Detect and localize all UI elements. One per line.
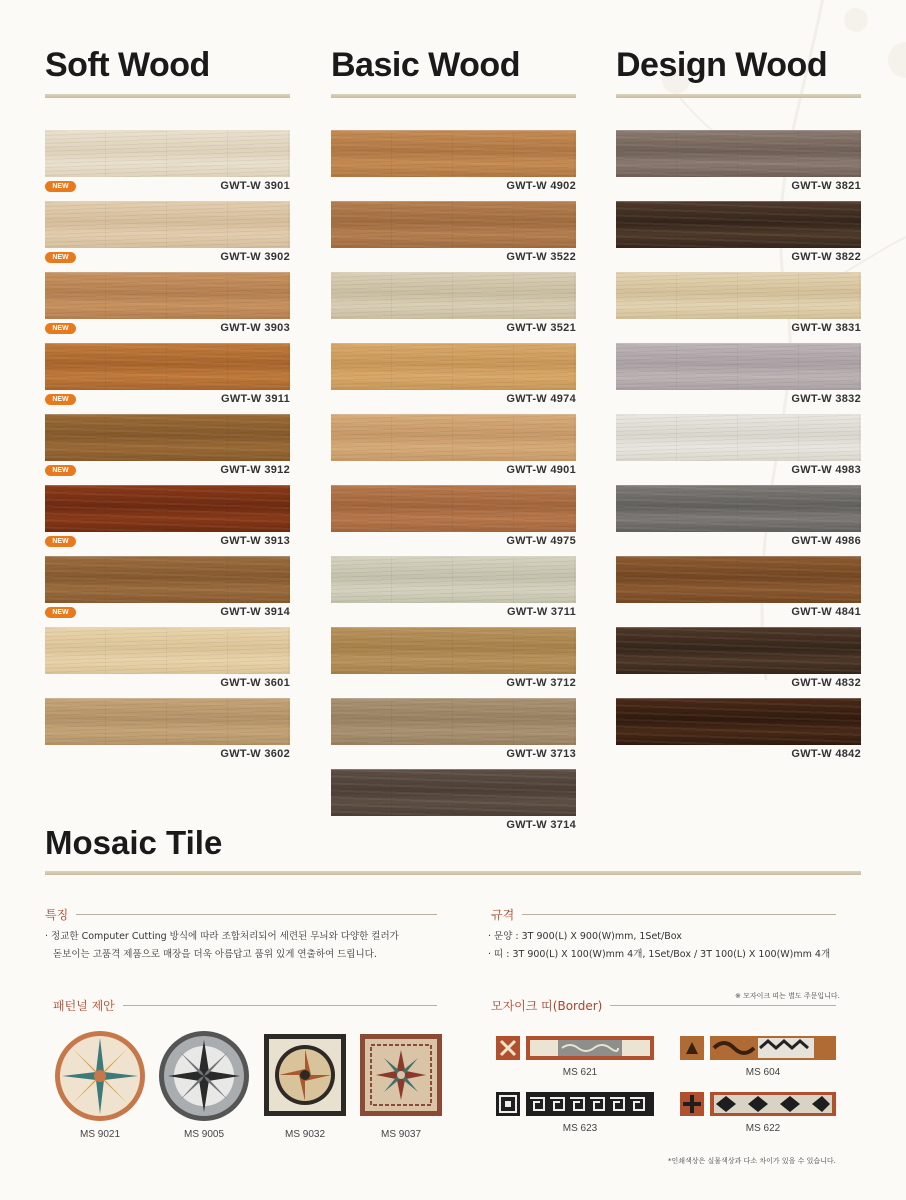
basic-wood-swatch bbox=[331, 769, 576, 816]
pattern-caption-4: MS 9037 bbox=[380, 1129, 422, 1140]
basic-wood-item bbox=[331, 414, 576, 485]
wood-grain-texture bbox=[45, 344, 290, 390]
soft-wood-code-label: GWT-W 3911 bbox=[220, 393, 290, 405]
soft-wood-swatch bbox=[45, 485, 290, 532]
wood-grain-texture bbox=[45, 557, 290, 603]
wood-grain-texture bbox=[616, 344, 861, 390]
soft-wood-item bbox=[45, 130, 290, 201]
design-wood-item bbox=[616, 343, 861, 414]
basic-wood-item bbox=[331, 130, 576, 201]
features-line-1: · 정교한 Computer Cutting 방식에 따라 조합처리되어 세련된 무늬와 다양한 컬러가 bbox=[45, 931, 399, 942]
design-wood-swatch bbox=[616, 343, 861, 390]
soft-wood-item bbox=[45, 556, 290, 627]
basic-wood-item bbox=[331, 698, 576, 769]
basic-wood-swatch bbox=[331, 201, 576, 248]
basic-wood-code-label: GWT-W 4901 bbox=[506, 464, 576, 476]
soft-wood-swatch bbox=[45, 272, 290, 319]
design-wood-item bbox=[616, 201, 861, 272]
ms604-border-image bbox=[680, 1036, 836, 1060]
border-heading-text: 모자이크 띠(Border) bbox=[491, 999, 603, 1013]
pattern-panel-heading-text: 패턴널 제안 bbox=[53, 999, 115, 1013]
design-wood-item bbox=[616, 130, 861, 201]
soft-wood-item bbox=[45, 485, 290, 556]
ms9021-medallion-image bbox=[54, 1030, 146, 1122]
soft-wood-swatch bbox=[45, 698, 290, 745]
basic-wood-swatch bbox=[331, 343, 576, 390]
basic-wood-code-label: GWT-W 4974 bbox=[506, 393, 576, 405]
wood-grain-texture bbox=[331, 699, 576, 745]
wood-grain-texture bbox=[331, 273, 576, 319]
basic-wood-code-label: GWT-W 3713 bbox=[506, 748, 576, 760]
basic-wood-code-label: GWT-W 4902 bbox=[506, 180, 576, 192]
ms622-border-image bbox=[680, 1092, 836, 1116]
basic-wood-item bbox=[331, 485, 576, 556]
wood-grain-texture bbox=[45, 131, 290, 177]
new-badge: NEW bbox=[45, 536, 76, 547]
design-wood-item bbox=[616, 556, 861, 627]
features-heading-text: 특징 bbox=[45, 908, 69, 922]
wood-grain-texture bbox=[45, 628, 290, 674]
basic-wood-swatch bbox=[331, 556, 576, 603]
border-caption-4: MS 622 bbox=[745, 1123, 781, 1134]
design-wood-swatch bbox=[616, 485, 861, 532]
basic-wood-swatch bbox=[331, 485, 576, 532]
pattern-caption-2: MS 9005 bbox=[183, 1129, 225, 1140]
specs-heading-text: 규격 bbox=[491, 908, 515, 922]
ms623-border-image bbox=[496, 1092, 654, 1116]
specs-line-1: · 문양 : 3T 900(L) X 900(W)mm, 1Set/Box bbox=[488, 931, 682, 942]
wood-grain-texture bbox=[616, 202, 861, 248]
new-badge: NEW bbox=[45, 181, 76, 192]
basic-wood-item bbox=[331, 343, 576, 414]
design-wood-swatch bbox=[616, 201, 861, 248]
design-wood-swatch bbox=[616, 698, 861, 745]
wood-grain-texture bbox=[331, 415, 576, 461]
features-line-2: 돋보이는 고품격 제품으로 매장을 더욱 아름답고 품위 있게 연출하여 드립니다. bbox=[53, 949, 377, 960]
soft-wood-item bbox=[45, 343, 290, 414]
border-caption-3: MS 623 bbox=[562, 1123, 598, 1134]
border-caption-2: MS 604 bbox=[745, 1067, 781, 1078]
pattern-panel-divider bbox=[123, 1005, 437, 1006]
design-wood-swatch bbox=[616, 414, 861, 461]
soft-wood-swatch bbox=[45, 343, 290, 390]
soft-wood-code-label: GWT-W 3903 bbox=[220, 322, 290, 334]
ms9037-medallion-image bbox=[360, 1034, 442, 1116]
wood-grain-texture bbox=[616, 273, 861, 319]
design-wood-swatch bbox=[616, 272, 861, 319]
soft-wood-code-label: GWT-W 3914 bbox=[220, 606, 290, 618]
soft-wood-code-label: GWT-W 3902 bbox=[220, 251, 290, 263]
wood-grain-texture bbox=[45, 202, 290, 248]
design-wood-swatch bbox=[616, 556, 861, 603]
basic-wood-code-label: GWT-W 3522 bbox=[506, 251, 576, 263]
design-wood-code-label: GWT-W 3822 bbox=[791, 251, 861, 263]
design-wood-title: Design Wood bbox=[616, 46, 828, 84]
pattern-panel-heading bbox=[53, 997, 437, 1014]
soft-wood-code-label: GWT-W 3901 bbox=[220, 180, 290, 192]
design-wood-code-label: GWT-W 3831 bbox=[791, 322, 861, 334]
design-wood-code-label: GWT-W 4832 bbox=[791, 677, 861, 689]
soft-wood-swatch bbox=[45, 414, 290, 461]
basic-wood-code-label: GWT-W 3521 bbox=[506, 322, 576, 334]
new-badge: NEW bbox=[45, 607, 76, 618]
wood-grain-texture bbox=[331, 628, 576, 674]
wood-grain-texture bbox=[616, 628, 861, 674]
soft-wood-swatch bbox=[45, 201, 290, 248]
basic-wood-item bbox=[331, 272, 576, 343]
footer-color-note: *인쇄색상은 실물색상과 다소 차이가 있을 수 있습니다. bbox=[668, 1157, 836, 1165]
wood-grain-texture bbox=[616, 415, 861, 461]
soft-wood-swatch bbox=[45, 130, 290, 177]
soft-wood-item bbox=[45, 627, 290, 698]
basic-wood-swatch bbox=[331, 130, 576, 177]
soft-wood-code-label: GWT-W 3912 bbox=[220, 464, 290, 476]
border-caption-1: MS 621 bbox=[562, 1067, 598, 1078]
ms621-border-image bbox=[496, 1036, 654, 1060]
new-badge: NEW bbox=[45, 252, 76, 263]
wood-grain-texture bbox=[616, 557, 861, 603]
design-wood-rule bbox=[616, 94, 861, 98]
design-wood-item bbox=[616, 627, 861, 698]
soft-wood-code-label: GWT-W 3913 bbox=[220, 535, 290, 547]
wood-grain-texture bbox=[331, 131, 576, 177]
wood-grain-texture bbox=[616, 486, 861, 532]
basic-wood-swatch bbox=[331, 698, 576, 745]
basic-wood-code-label: GWT-W 4975 bbox=[506, 535, 576, 547]
wood-grain-texture bbox=[616, 699, 861, 745]
design-wood-code-label: GWT-W 4986 bbox=[791, 535, 861, 547]
soft-wood-swatch bbox=[45, 627, 290, 674]
basic-wood-item bbox=[331, 627, 576, 698]
soft-wood-column bbox=[45, 130, 290, 769]
basic-wood-swatch bbox=[331, 414, 576, 461]
wood-grain-texture bbox=[45, 699, 290, 745]
soft-wood-item bbox=[45, 201, 290, 272]
pattern-caption-1: MS 9021 bbox=[79, 1129, 121, 1140]
design-wood-item bbox=[616, 272, 861, 343]
wood-grain-texture bbox=[331, 557, 576, 603]
wood-grain-texture bbox=[45, 486, 290, 532]
design-wood-code-label: GWT-W 4842 bbox=[791, 748, 861, 760]
design-wood-code-label: GWT-W 3832 bbox=[791, 393, 861, 405]
basic-wood-swatch bbox=[331, 272, 576, 319]
new-badge: NEW bbox=[45, 323, 76, 334]
design-wood-swatch bbox=[616, 627, 861, 674]
soft-wood-item bbox=[45, 698, 290, 769]
features-divider bbox=[76, 914, 437, 915]
mosaic-tile-title: Mosaic Tile bbox=[45, 824, 223, 861]
border-order-note: ※ 모자이크 띠는 별도 주문입니다. bbox=[735, 992, 840, 1000]
basic-wood-item bbox=[331, 556, 576, 627]
soft-wood-code-label: GWT-W 3602 bbox=[220, 748, 290, 760]
features-heading bbox=[45, 906, 437, 923]
basic-wood-code-label: GWT-W 3712 bbox=[506, 677, 576, 689]
pattern-caption-3: MS 9032 bbox=[284, 1129, 326, 1140]
soft-wood-code-label: GWT-W 3601 bbox=[220, 677, 290, 689]
mosaic-tile-rule bbox=[45, 871, 861, 875]
new-badge: NEW bbox=[45, 394, 76, 405]
design-wood-item bbox=[616, 698, 861, 769]
wood-grain-texture bbox=[331, 202, 576, 248]
basic-wood-item bbox=[331, 201, 576, 272]
basic-wood-column bbox=[331, 130, 576, 840]
ms9032-medallion-image bbox=[264, 1034, 346, 1116]
wood-grain-texture bbox=[331, 344, 576, 390]
design-wood-swatch bbox=[616, 130, 861, 177]
specs-line-2: · 띠 : 3T 900(L) X 100(W)mm 4개, 1Set/Box / 3T 100(L) X 100(W)mm 4개 bbox=[488, 949, 831, 960]
design-wood-column bbox=[616, 130, 861, 769]
wood-grain-texture bbox=[331, 486, 576, 532]
basic-wood-item bbox=[331, 769, 576, 840]
wood-grain-texture bbox=[45, 273, 290, 319]
basic-wood-rule bbox=[331, 94, 576, 98]
wood-grain-texture bbox=[331, 770, 576, 816]
design-wood-code-label: GWT-W 4983 bbox=[791, 464, 861, 476]
wood-grain-texture bbox=[616, 131, 861, 177]
border-divider bbox=[610, 1005, 836, 1006]
specs-heading bbox=[491, 906, 836, 923]
wood-grain-texture bbox=[45, 415, 290, 461]
ms9005-medallion-image bbox=[158, 1030, 250, 1122]
design-wood-item bbox=[616, 414, 861, 485]
soft-wood-rule bbox=[45, 94, 290, 98]
soft-wood-title: Soft Wood bbox=[45, 46, 210, 84]
new-badge: NEW bbox=[45, 465, 76, 476]
design-wood-code-label: GWT-W 4841 bbox=[791, 606, 861, 618]
soft-wood-item bbox=[45, 272, 290, 343]
specs-divider bbox=[522, 914, 836, 915]
design-wood-item bbox=[616, 485, 861, 556]
design-wood-code-label: GWT-W 3821 bbox=[791, 180, 861, 192]
basic-wood-title: Basic Wood bbox=[331, 46, 520, 84]
soft-wood-item bbox=[45, 414, 290, 485]
basic-wood-code-label: GWT-W 3711 bbox=[506, 606, 576, 618]
basic-wood-swatch bbox=[331, 627, 576, 674]
soft-wood-swatch bbox=[45, 556, 290, 603]
basic-wood-code-label: GWT-W 3714 bbox=[506, 819, 576, 831]
